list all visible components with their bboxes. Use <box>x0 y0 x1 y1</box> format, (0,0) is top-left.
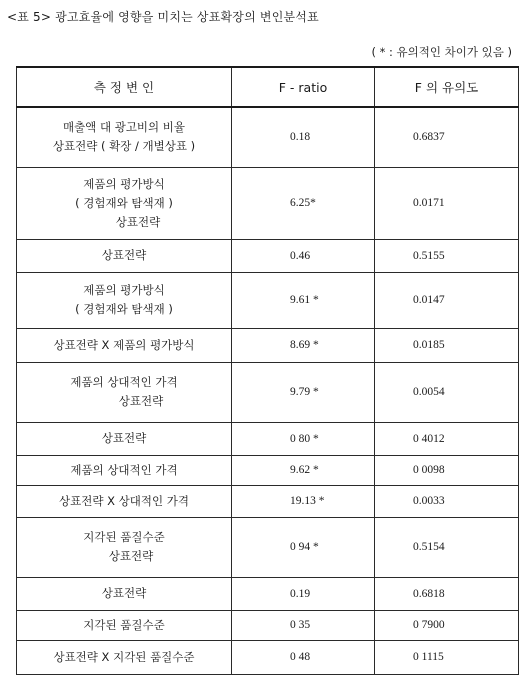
f-ratio-cell: 0 94 * <box>232 517 375 577</box>
variable-cell <box>17 239 232 272</box>
variable-cell <box>17 485 232 517</box>
header-variable: 측 정 변 인 <box>17 67 232 107</box>
variable-line: 제품의 평가방식 <box>83 283 165 297</box>
variable-line: 상표전략 <box>101 431 147 445</box>
table-row <box>17 577 519 610</box>
header-row <box>17 67 519 107</box>
variable-cell <box>17 272 232 328</box>
variable-line: 지각된 품질수준 <box>83 617 165 632</box>
variable-cell <box>17 640 232 674</box>
significance-note: ( * : 유의적인 차이가 있음 ) <box>371 45 512 59</box>
table-row <box>17 328 519 362</box>
variable-line: 상표전략 X 상대적인 가격 <box>59 493 189 508</box>
f-ratio-cell: 0 80 * <box>232 422 375 455</box>
significance-cell: 0 4012 <box>375 422 519 455</box>
variable-line: 상표전략 X 제품의 평가방식 <box>53 337 195 352</box>
variable-line: 상표전략 ( 확장 / 개별상표 ) <box>52 139 196 154</box>
significance-cell: 0.0171 <box>375 167 519 239</box>
f-ratio-cell: 9.62 * <box>232 455 375 485</box>
variable-line: 상표전략 <box>108 549 154 563</box>
significance-cell: 0.0033 <box>375 485 519 517</box>
table-row <box>17 167 519 239</box>
table-row <box>17 272 519 328</box>
table-caption: <표 5> 광고효율에 영향을 미치는 상표확장의 변인분석표 <box>7 10 319 24</box>
table-row <box>17 422 519 455</box>
header-f-ratio: F - ratio <box>232 67 375 107</box>
variable-line: 상표전략 X 지각된 품질수준 <box>53 649 195 664</box>
significance-cell: 0 7900 <box>375 610 519 640</box>
f-ratio-cell: 9.79 * <box>232 362 375 422</box>
variable-analysis-table <box>16 66 519 675</box>
variable-cell <box>17 517 232 577</box>
variable-cell <box>17 362 232 422</box>
header-significance: F 의 유의도 <box>375 67 519 107</box>
table-row <box>17 455 519 485</box>
variable-line: 매출액 대 광고비의 비율 <box>62 120 186 135</box>
significance-cell: 0.5154 <box>375 517 519 577</box>
f-ratio-cell: 0.46 <box>232 239 375 272</box>
significance-cell: 0.0147 <box>375 272 519 328</box>
variable-line: ( 경험재와 탐색재 ) <box>75 302 173 316</box>
table-row <box>17 107 519 167</box>
variable-cell <box>17 107 232 167</box>
significance-cell: 0.0054 <box>375 362 519 422</box>
significance-cell: 0.5155 <box>375 239 519 272</box>
f-ratio-cell: 0.18 <box>232 107 375 167</box>
f-ratio-cell: 0 35 <box>232 610 375 640</box>
significance-cell: 0 1115 <box>375 640 519 674</box>
table-row <box>17 239 519 272</box>
variable-line: 상표전략 <box>101 248 147 262</box>
f-ratio-cell: 19.13 * <box>232 485 375 517</box>
significance-cell: 0.6837 <box>375 107 519 167</box>
variable-line: 제품의 상대적인 가격 <box>70 462 178 477</box>
significance-cell: 0.6818 <box>375 577 519 610</box>
variable-cell <box>17 328 232 362</box>
significance-cell: 0 0098 <box>375 455 519 485</box>
variable-line: 지각된 품질수준 <box>83 530 165 544</box>
f-ratio-cell: 0.19 <box>232 577 375 610</box>
f-ratio-cell: 6.25* <box>232 167 375 239</box>
variable-line: ( 경험재와 탐색재 ) <box>75 195 173 210</box>
variable-line: 제품의 평가방식 <box>83 176 165 191</box>
variable-line: 상표전략 <box>118 394 164 408</box>
table-row <box>17 610 519 640</box>
table-row <box>17 640 519 674</box>
variable-cell <box>17 167 232 239</box>
variable-line: 제품의 상대적인 가격 <box>70 375 178 389</box>
variable-cell <box>17 610 232 640</box>
f-ratio-cell: 9.61 * <box>232 272 375 328</box>
variable-line: 상표전략 <box>101 586 147 600</box>
variable-cell <box>17 577 232 610</box>
variable-line: 상표전략 <box>115 214 161 229</box>
table-row <box>17 485 519 517</box>
significance-cell: 0.0185 <box>375 328 519 362</box>
variable-cell <box>17 422 232 455</box>
table-row <box>17 517 519 577</box>
f-ratio-cell: 0 48 <box>232 640 375 674</box>
f-ratio-cell: 8.69 * <box>232 328 375 362</box>
variable-cell <box>17 455 232 485</box>
table-row <box>17 362 519 422</box>
